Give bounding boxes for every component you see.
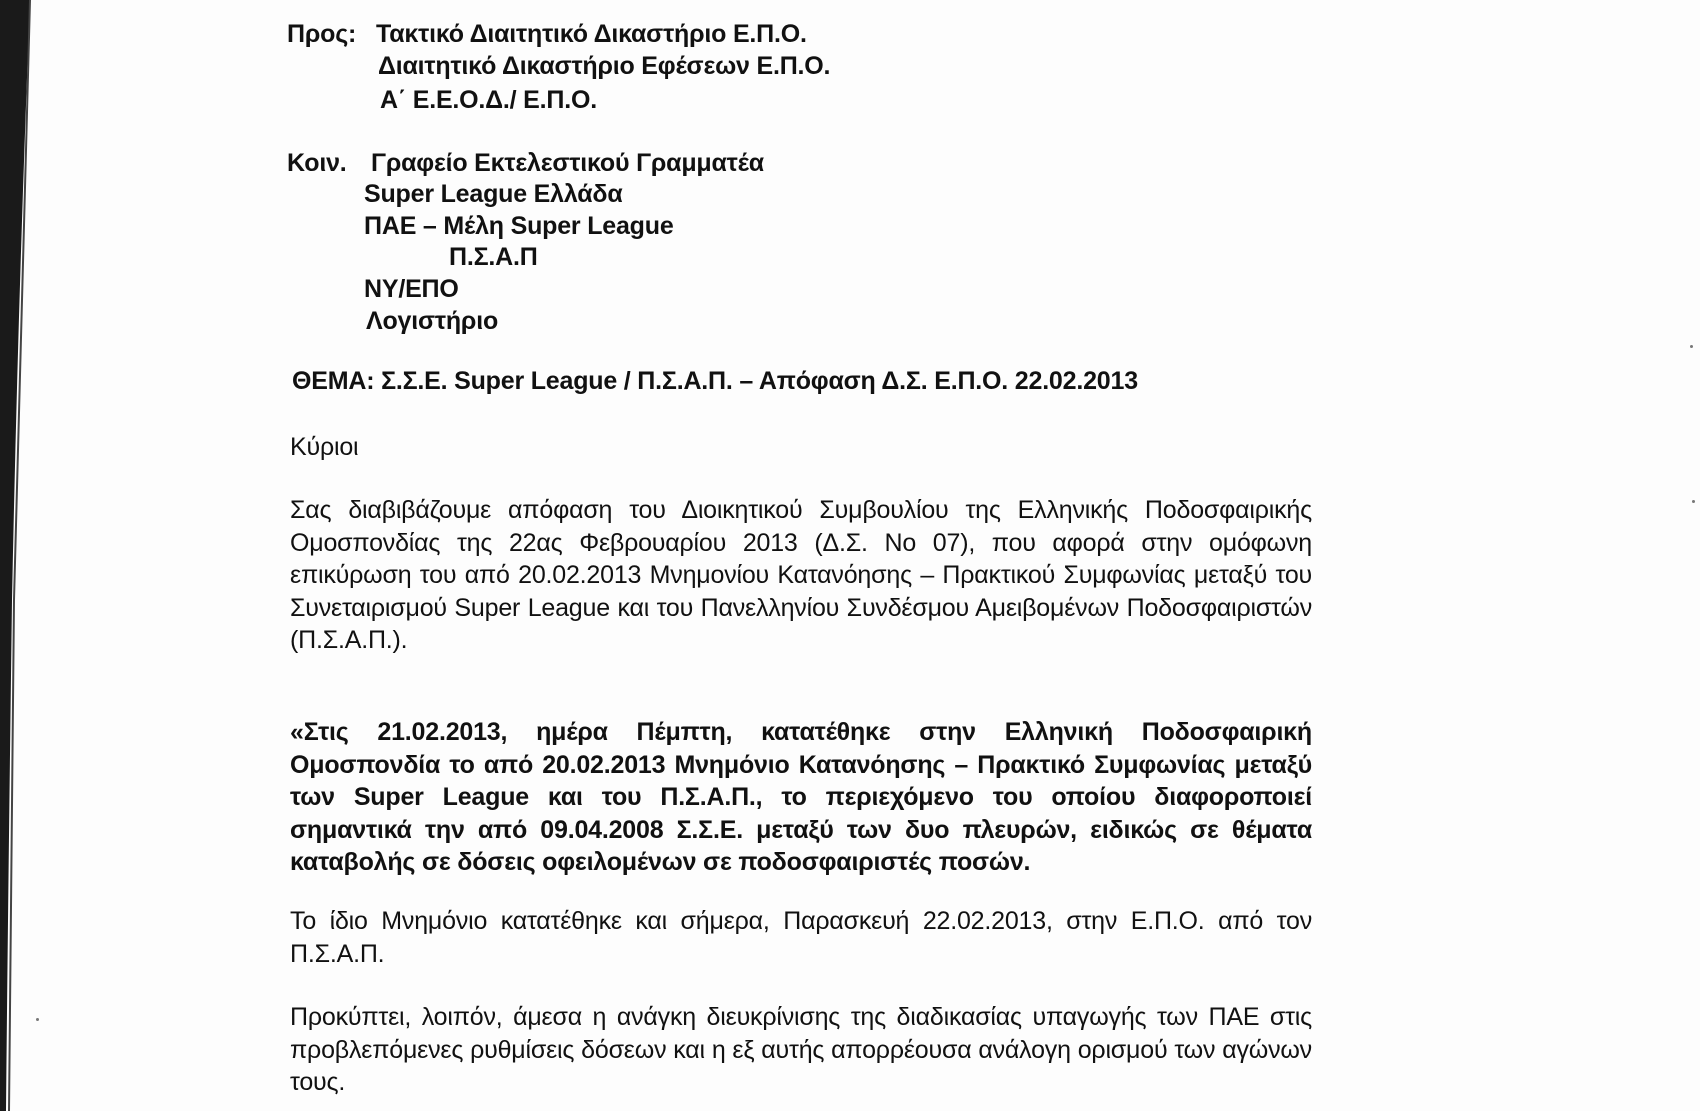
cc-line: Π.Σ.Α.Π: [449, 243, 538, 271]
body-paragraph: Το ίδιο Μνημόνιο κατατέθηκε και σήμερα, Παρασκευή 22.02.2013, στην Ε.Π.Ο. από τον Π.Σ.Α.Π.: [290, 907, 1312, 968]
quoted-paragraph: «Στις 21.02.2013, ημέρα Πέμπτη, κατατέθηκε στην Ελληνική Ποδοσφαιρική Ομοσπονδία το από 20.02.2013 Μνημόνιο Κατανόησης – Πρακτικό Συμφωνίας μεταξύ των Super League και του Π.Σ.Α.Π., το περιεχόμενο του οποίου διαφοροποιεί σημαντικά την από 09.04.2008 Σ.Σ.Ε. μεταξύ των δυο πλευρών, ειδικώς σε θέματα καταβολής σε δόσεις οφειλομένων σε ποδοσφαιριστές ποσών.: [290, 718, 1312, 876]
recipient-line: Διαιτητικό Δικαστήριο Εφέσεων Ε.Π.Ο.: [378, 52, 831, 80]
cc-line: Super League Ελλάδα: [364, 180, 623, 208]
cc-line: Γραφείο Εκτελεστικού Γραμματέα: [371, 149, 764, 177]
cc-line: Λογιστήριο: [366, 307, 499, 335]
cc-line: ΝΥ/ΕΠΟ: [364, 275, 459, 303]
body-paragraph: Σας διαβιβάζουμε απόφαση του Διοικητικού Συμβουλίου της Ελληνικής Ποδοσφαιρικής Ομοσπονδίας της 22ας Φεβρουαρίου 2013 (Δ.Σ. Νο 07), που αφορά στην ομόφωνη επικύρωση του από 20.02.2013 Μνημονίου Κατανόησης – Πρακτικού Συμφωνίας μεταξύ του Συνεταιρισμού Super League και του Πανελληνίου Συνδέσμου Αμειβομένων Ποδοσφαιριστών (Π.Σ.Α.Π.).: [290, 496, 1312, 654]
cc-line: ΠΑΕ – Μέλη Super League: [364, 212, 674, 240]
recipient-line: Α΄ Ε.Ε.Ο.Δ./ Ε.Π.Ο.: [380, 86, 597, 114]
body-paragraph: Προκύπτει, λοιπόν, άμεσα η ανάγκη διευκρίνισης της διαδικασίας υπαγωγής των ΠΑΕ στις προβλεπόμενες ρυθμίσεις δόσεων και η εξ αυτής απορρέουσα ανάλογη ορισμού των αγώνων τους.: [290, 1003, 1312, 1096]
cc-label: Κοιν.: [287, 149, 347, 177]
subject-line: ΘΕΜΑ: Σ.Σ.Ε. Super League / Π.Σ.Α.Π. – Απόφαση Δ.Σ. Ε.Π.Ο. 22.02.2013: [292, 367, 1138, 395]
to-label: Προς:: [287, 20, 357, 48]
salutation: Κύριοι: [290, 433, 359, 461]
recipient-line: Τακτικό Διαιτητικό Δικαστήριο Ε.Π.Ο.: [376, 20, 807, 48]
